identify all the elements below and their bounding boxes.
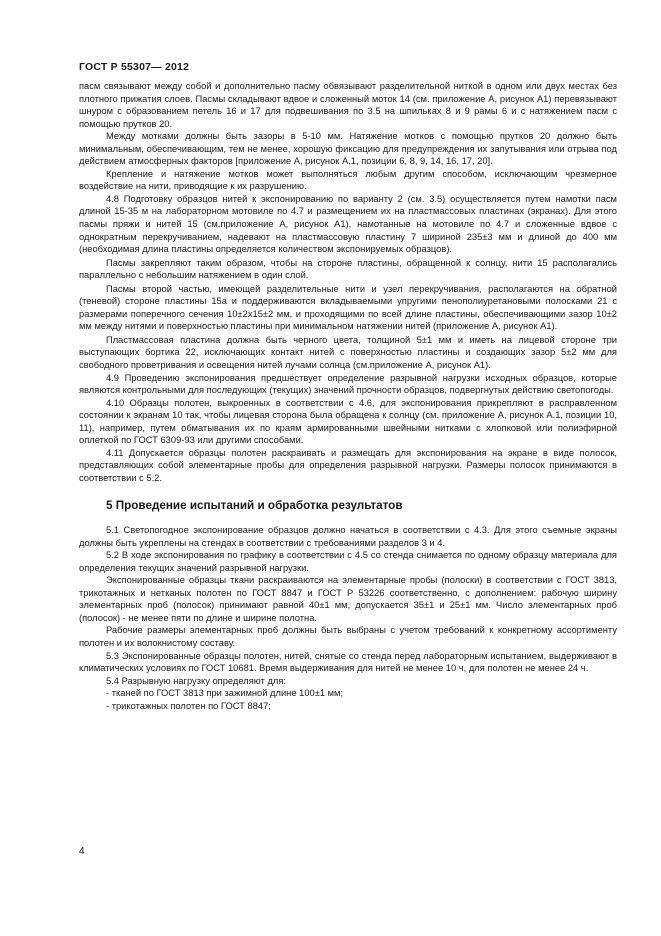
paragraph: 4.8 Подготовку образцов нитей к экспонированию по варианту 2 (см. 3.5) осуществляется путем намотки пасм длиной 15-35 м на лабораторном мотовиле по 4.7 и размещением их на пластмассовых пластинах (экранах). Для этого пасмы пряжи и нитей 15 (см.приложение А, рисунок А1), намотанные на мотовиле по 4.7 и сложенные вдвое с однократным перекручиванием, надевают на пластмассовую пластину 7 шириной 235±3 мм и длиной до 400 мм (необходимая длина пластины определяется количеством экспонируемых образцов).	[79, 193, 617, 255]
list-item: - тканей по ГОСТ 3813 при зажимной длине 100±1 мм;	[106, 688, 344, 699]
section-heading: 5 Проведение испытаний и обработка результатов	[106, 498, 403, 512]
document-body	[79, 80, 617, 712]
paragraph: Крепление и натяжение мотков может выполняться любым другим способом, исключающим чрезмерное воздействие на нити, приводящие к их разрушению.	[79, 168, 617, 192]
list-item: - трикотажных полотен по ГОСТ 8847;	[106, 700, 271, 711]
paragraph: Пластмассовая пластина должна быть черного цвета, толщиной 5±1 мм и иметь на лицевой стороне три выступающих бортика 22, исключающих контакт нитей с поверхностью пластины и создающих зазор 5±2 мм для свободного проветривания и освещения нитей лучами солнца (см.приложение А, рисунок А1).	[79, 334, 617, 371]
paragraph: пасм связывают между собой и дополнительно пасму обвязывают разделительной ниткой в одном или двух местах без плотного прижатия слоев. Пасмы складывают вдвое и сложенный моток 14 (см. приложение А, рисунок А1) перевязывают шнуром с образованием петель 16 и 17 для подвешивания по 3.5 на шпильках 8 и 9 рамы 6 и с натяжением пасм с помощью прутков 20.	[79, 81, 617, 129]
paragraph: 4.9 Проведению экспонирования предшествует определение разрывной нагрузки исходных образцов, которые являются контрольными для последующих (текущих) значений прочности образцов, подвергнутых действию светопогоды.	[79, 372, 617, 396]
paragraph: Рабочие размеры элементарных проб должны быть выбраны с учетом требований к конкретному ассортименту полотен и их волокнистому составу.	[79, 625, 617, 648]
paragraph: Между мотками должны быть зазоры в 5-10 мм. Натяжение мотков с помощью прутков 20 должно быть минимальным, обеспечивающим, тем не менее, хорошую фиксацию для предупреждения их запутывания или отрыва под действием атмосферных факторов [приложение А, рисунок А.1, позиции 6, 8, 9, 14, 16, 17, 20].	[79, 131, 617, 167]
paragraph: 4.10 Образцы полотен, выкроенных в соответствии с 4.6, для экспонирования прикрепляют в расправленном состоянии к экранам 10 так, чтобы лицевая сторона была обращена к солнцу (см. приложение А, рисунок А.1, позиции 10, 11), например, путем обматывания их по краям армированными швейными нитками с хлопковой или полиэфирной оплеткой по ГОСТ 6309-93 или другими способами.	[79, 397, 617, 446]
paragraph: 4.11 Допускается образцы полотен раскраивать и размещать для экспонирования на экране в виде полосок, представляющих собой элементарные пробы для определения разрывной нагрузки. Размеры полосок принимаются в соответствии с 5.2.	[79, 447, 617, 483]
paragraph: 5.2 В ходе экспонирования по графику в соответствии с 4.5 со стенда снимается по одному образцу материала для определения текущих значений разрывной нагрузки.	[79, 550, 617, 573]
list-item: 5.4 Разрывную нагрузку определяют для:	[106, 675, 286, 686]
paragraph: Экспонированные образцы ткани раскраиваются на элементарные пробы (полоски) в соответствии с ГОСТ 3813, трикотажных и нетканых полотен по ГОСТ 8847 и ГОСТ Р 53226 соответственно, с дополнением: рабочую ширину элементарных проб (полосок) принимают равной 40±1 мм, допускается 35±1 и 25±1 мм. Число элементарных проб (полосок) - не менее пяти по длине и ширине полотна.	[79, 575, 617, 623]
page-number: 4	[79, 846, 85, 857]
paragraph: 5.3 Экспонированные образцы полотен, нитей, снятые со стенда перед лабораторным испытанием, выдерживают в климатических условиях по ГОСТ 10681. Время выдерживания для нитей не менее 10 ч, для полотен не менее 24 ч.	[79, 650, 617, 674]
paragraph: 5.1 Светопогодное экспонирование образцов должно начаться в соответствии с 4.3. Для этого съемные экраны должны быть укреплены на стендах в соответствии с требованиями разделов 3 и 4.	[79, 525, 617, 548]
document-header: ГОСТ Р 55307— 2012	[79, 61, 190, 73]
paragraph: Пасмы второй частью, имеющей разделительные нити и узел перекручивания, располагаются на обратной (теневой) стороне пластины 15а и поддерживаются вкладываемыми упругими пенополиуретановыми полосками 21 с размерами поперечного сечения 10±2х15±2 мм, и проходящими по всей длине пластины, обеспечивающими зазор 10±2 мм между нитями и поверхностью пластины при минимальном натяжении нитей (приложение А, рисунок А1).	[79, 283, 617, 332]
paragraph: Пасмы закрепляют таким образом, чтобы на стороне пластины, обращенной к солнцу, нити 15 располагались параллельно с небольшим натяжением в один слой.	[79, 257, 617, 281]
